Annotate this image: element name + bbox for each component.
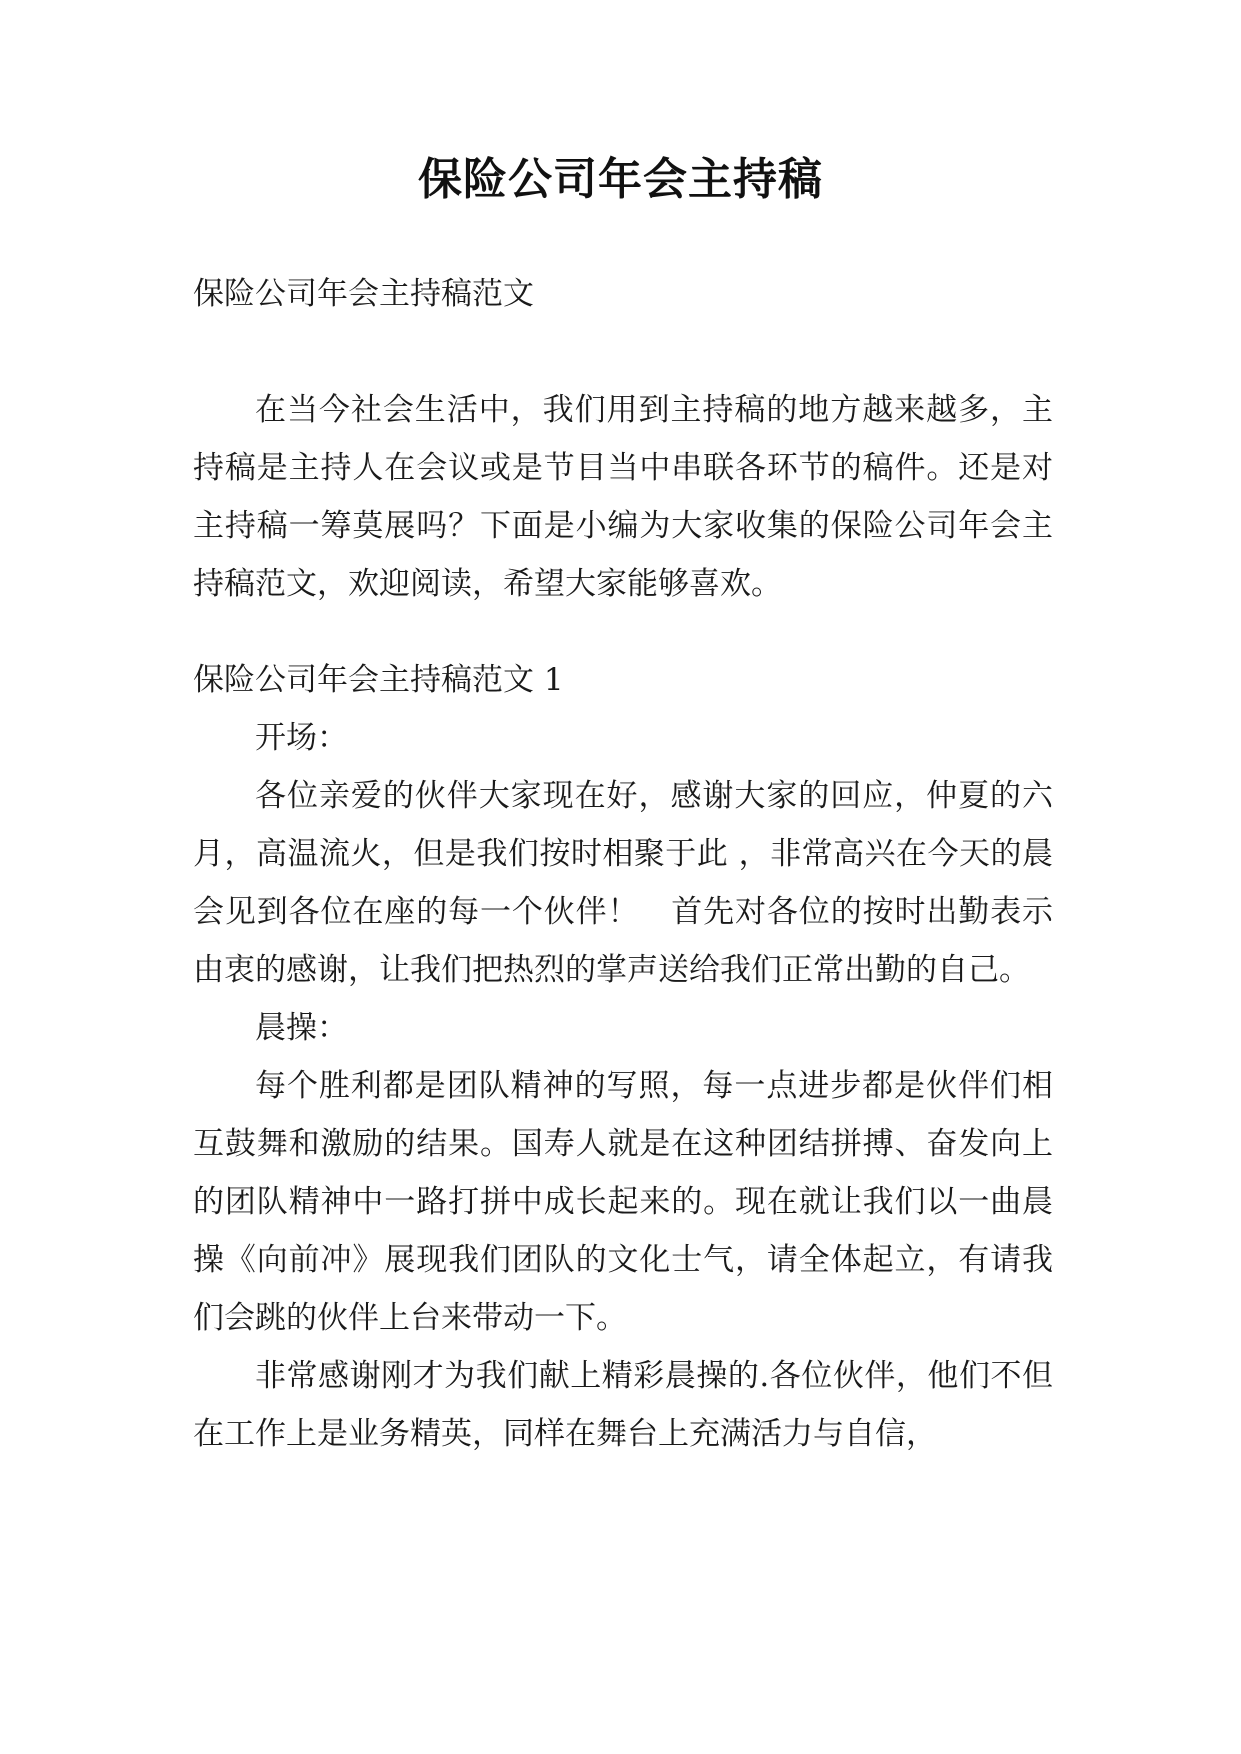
document-title: 保险公司年会主持稿 — [418, 154, 823, 205]
document-subtitle: 保险公司年会主持稿范文 — [193, 276, 534, 312]
spacer — [193, 613, 1053, 651]
exercise-label: 晨操： — [255, 1010, 348, 1046]
section-heading: 保险公司年会主持稿范文 1 — [193, 662, 564, 698]
exercise-paragraph: 每个胜利都是团队精神的写照，每一点进步都是伙伴们相互鼓舞和激励的结果。国寿人就是在这种团结拼搏、奋发向上的团队精神中一路打拼中成长起来的。现在就让我们以一曲晨操《向前冲》展现我们团队的文化士气，请全体起立，有请我们会跳的伙伴上台来带动一下。 — [193, 1068, 1053, 1336]
opening-paragraph: 各位亲爱的伙伴大家现在好，感谢大家的回应，仲夏的六月，高温流火，但是我们按时相聚于此 ，非常高兴在今天的晨会见到各位在座的每一个伙伴！ 首先对各位的按时出勤表示由衷的感谢，让我们把热烈的掌声送给我们正常出勤的自己。 — [193, 778, 1053, 988]
thanks-paragraph: 非常感谢刚才为我们献上精彩晨操的.各位伙伴，他们不但在工作上是业务精英，同样在舞台上充满活力与自信， — [193, 1358, 1053, 1452]
opening-label: 开场： — [255, 720, 348, 756]
intro-paragraph: 在当今社会生活中，我们用到主持稿的地方越来越多，主持稿是主持人在会议或是节目当中串联各环节的稿件。还是对主持稿一筹莫展吗？下面是小编为大家收集的保险公司年会主持稿范文，欢迎阅读，希望大家能够喜欢。 — [193, 392, 1053, 602]
document-body — [193, 265, 1053, 1463]
spacer — [193, 323, 1053, 381]
